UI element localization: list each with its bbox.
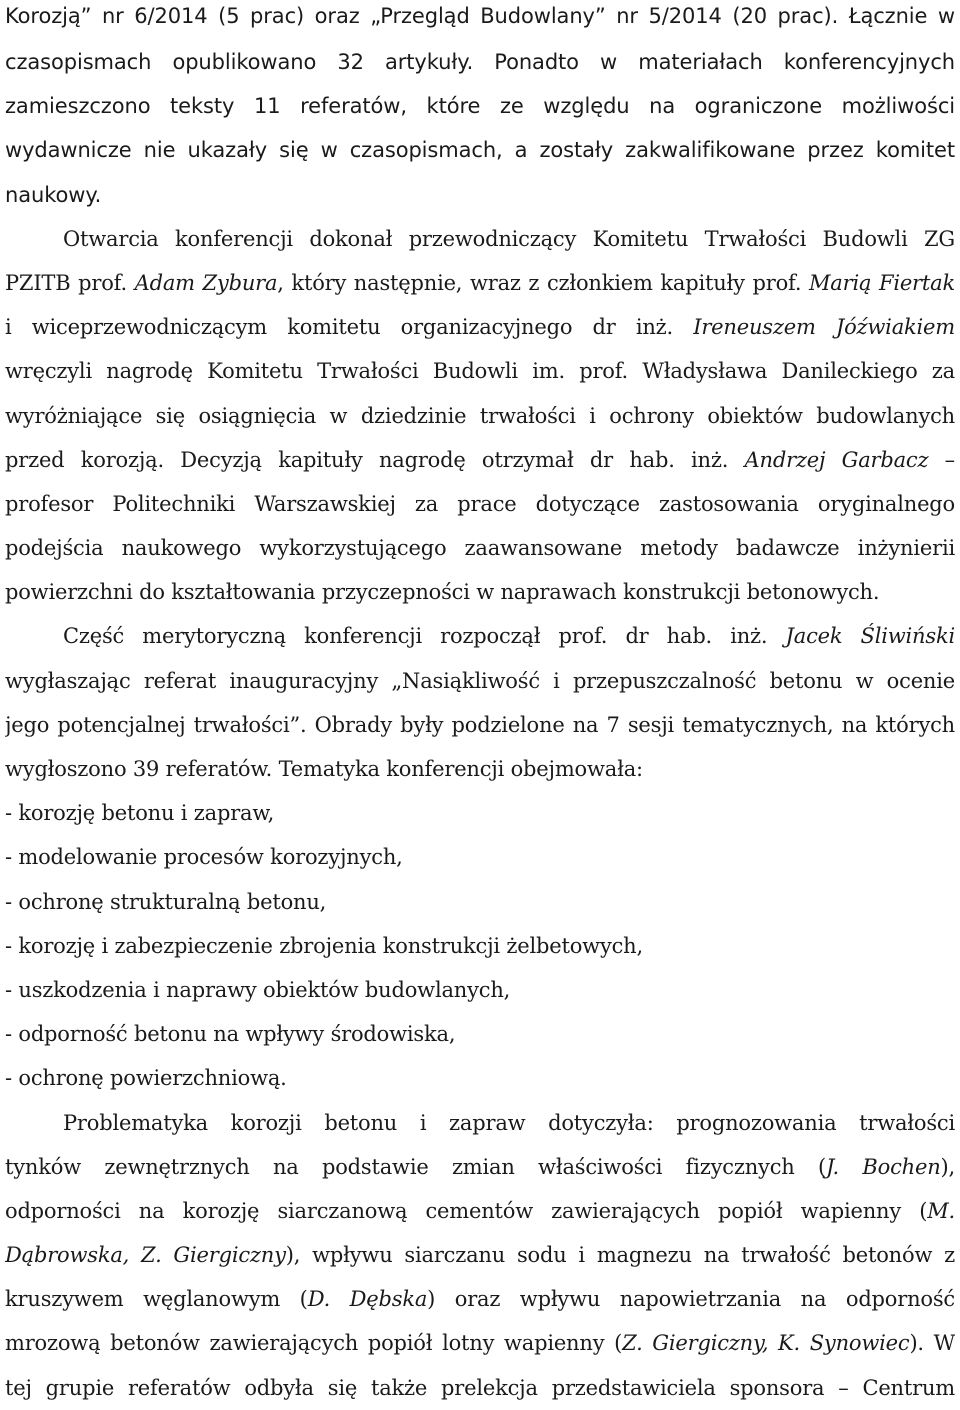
text-line: podejścia naukowego wykorzystującego zaawansowane metody badawcze inżynierii [5, 536, 955, 561]
text-span: , który następnie, wraz z członkiem kapituły prof. [277, 270, 809, 295]
person-name: Ireneuszem Jóźwiakiem [693, 315, 955, 340]
person-name: D. Dębska [307, 1287, 428, 1312]
person-name: Jacek Śliwiński [785, 624, 955, 649]
person-name: Andrzej Garbacz [744, 447, 929, 472]
text-span: PZITB prof. [5, 270, 135, 295]
text-span: tynków zewnętrznych na podstawie zmian właściwości fizycznych ( [5, 1154, 826, 1179]
person-name: J. Bochen [825, 1154, 941, 1179]
list-item: - modelowanie procesów korozyjnych, [5, 845, 403, 870]
text-line [5, 438, 955, 482]
list-item: - odporność betonu na wpływy środowiska, [5, 1022, 456, 1047]
text-line [5, 305, 955, 349]
text-span: ), wpływu siarczanu sodu i magnezu na trwałość betonów z [285, 1243, 955, 1268]
text-span: Część merytoryczną konferencji rozpoczął prof. dr hab. inż. [63, 624, 786, 649]
text-line [5, 1277, 955, 1321]
text-line: wygłoszono 39 referatów. Tematyka konferencji obejmowała: [5, 757, 643, 781]
text-line [5, 261, 955, 305]
text-span: ), [940, 1154, 955, 1179]
text-line: tej grupie referatów odbyła się także prelekcja przedstawiciela sponsora – Centrum [5, 1375, 955, 1400]
text-span: mrozową betonów zawierających popiół lotny wapienny ( [5, 1331, 623, 1356]
person-name: Z. Giergiczny, K. Synowiec [622, 1331, 910, 1356]
text-line: jego potencjalnej trwałości”. Obrady były podzielone na 7 sesji tematycznych, na których [5, 712, 955, 737]
text-line [5, 1233, 955, 1277]
text-line: powierzchni do kształtowania przyczepności w naprawach konstrukcji betonowych. [5, 580, 880, 605]
text-line: zamieszczono teksty 11 referatów, które ze względu na ograniczone możliwości [5, 94, 955, 119]
text-line: wręczyli nagrodę Komitetu Trwałości Budowli im. prof. Władysława Danileckiego za [5, 359, 955, 384]
text-span: kruszywem węglanowym ( [5, 1287, 308, 1312]
topic-list [5, 791, 955, 1100]
paragraph-4 [5, 1101, 955, 1410]
text-line [5, 1321, 955, 1365]
list-item: - ochronę powierzchniową. [5, 1066, 287, 1091]
text-line [5, 1189, 955, 1233]
text-span: i wiceprzewodniczącym komitetu organizacyjnego dr inż. [5, 315, 694, 340]
text-line: wygłaszając referat inauguracyjny „Nasiąkliwość i przepuszczalność betonu w ocenie [5, 668, 955, 693]
text-line: Problematyka korozji betonu i zapraw dotyczyła: prognozowania trwałości [63, 1110, 955, 1135]
list-item: - uszkodzenia i naprawy obiektów budowlanych, [5, 977, 511, 1002]
text-line: naukowy. [5, 182, 102, 207]
paragraph-1 [5, 0, 955, 217]
list-item: - korozję betonu i zapraw, [5, 801, 275, 826]
person-name: Marią Fiertak [808, 270, 955, 295]
text-span: ). W [909, 1331, 955, 1356]
person-name: Dąbrowska, Z. Giergiczny [5, 1243, 286, 1268]
text-line: czasopismach opublikowano 32 artykuły. Ponadto w materiałach konferencyjnych [5, 50, 955, 74]
list-item: - korozję i zabezpieczenie zbrojenia konstrukcji żelbetowych, [5, 933, 643, 958]
paragraph-3 [5, 614, 955, 791]
text-line [5, 614, 955, 658]
person-name: M. [927, 1198, 955, 1223]
text-span: – [928, 447, 955, 472]
document-page [5, 0, 955, 1410]
text-line: wydawnicze nie ukazały się w czasopismach, a zostały zakwalifikowane przez komitet [5, 138, 955, 163]
text-span: odporności na korozję siarczanową cementów zawierających popiół wapienny ( [5, 1198, 928, 1223]
text-span: ) oraz wpływu napowietrzania na odporność [427, 1287, 955, 1312]
text-line: profesor Politechniki Warszawskiej za prace dotyczące zastosowania oryginalnego [5, 491, 955, 516]
text-span: przed korozją. Decyzją kapituły nagrodę otrzymał dr hab. inż. [5, 447, 745, 472]
text-line: wyróżniające się osiągnięcia w dziedzinie trwałości i ochrony obiektów budowlanych [5, 403, 955, 428]
text-line: Korozją” nr 6/2014 (5 prac) oraz „Przegląd Budowlany” nr 5/2014 (20 prac). Łącznie w [5, 4, 955, 28]
list-item: - ochronę strukturalną betonu, [5, 889, 327, 914]
text-line: Otwarcia konferencji dokonał przewodniczący Komitetu Trwałości Budowli ZG [63, 226, 955, 251]
paragraph-2 [5, 217, 955, 615]
person-name: Adam Zybura [134, 270, 278, 295]
text-line [5, 1145, 955, 1189]
